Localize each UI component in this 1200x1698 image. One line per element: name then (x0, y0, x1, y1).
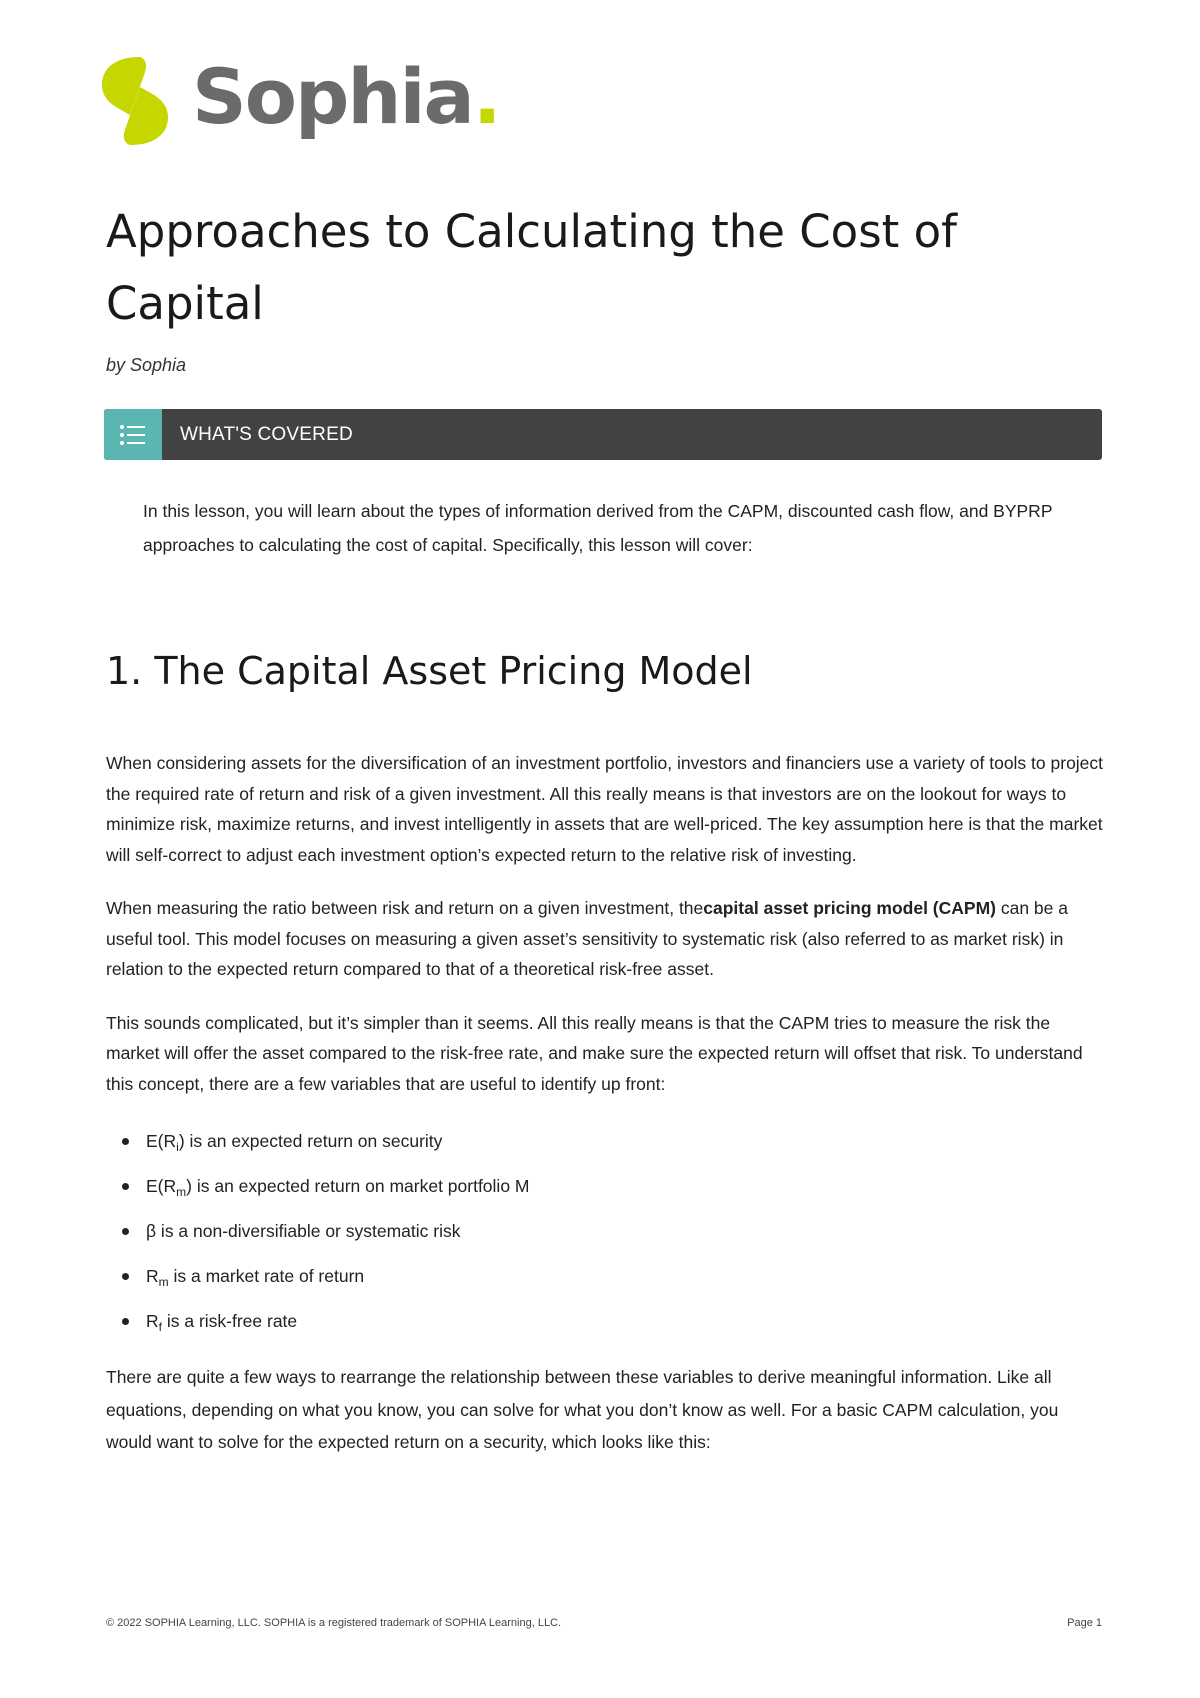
list-item: $E(R_i)$ is an expected return on security (118, 1122, 1106, 1167)
footer-copyright: © 2022 SOPHIA Learning, LLC. SOPHIA is a registered trademark of SOPHIA Learning, LLC. (106, 1617, 562, 1629)
sophia-logo (100, 52, 500, 147)
paragraph-2-before: When measuring the ratio between risk and return on a given investment, the (106, 898, 704, 918)
section-body (106, 748, 1106, 1482)
whats-covered-label: WHAT'S COVERED (180, 423, 353, 445)
sophia-s-logo-icon (100, 55, 170, 147)
brand-name: Sophia (192, 52, 473, 141)
list-item: $E(R_m)$ is an expected return on market portfolio M (118, 1167, 1106, 1212)
list-icon (104, 409, 162, 460)
byline: by Sophia (106, 355, 187, 375)
section-heading: 1. The Capital Asset Pricing Model (106, 649, 753, 693)
capm-term: capital asset pricing model (CAPM) (703, 898, 996, 918)
list-item: $R_m$ is a market rate of return (118, 1257, 1106, 1302)
list-item: β is a non-diversifiable or systematic risk (118, 1212, 1106, 1257)
paragraph-2 (106, 893, 1106, 985)
paragraph-3: This sounds complicated, but it’s simpler than it seems. All this really means is that the CAPM tries to measure the risk the market will offer the asset compared to the risk-free rate, and make sure the expected return will offset that risk. To understand this concept, there are a few variables that are useful to identify up front: (106, 1012, 1083, 1094)
paragraph-4: There are quite a few ways to rearrange the relationship between these variables to derive meaningful information. Like all equations, depending on what you know, you can solve for what you don’t know as well. For a basic CAPM calculation, you would want to solve for the expected return on a security, which looks like this: (106, 1367, 1059, 1452)
page-number: Page 1 (1067, 1617, 1102, 1629)
sophia-wordmark (192, 52, 500, 141)
list-item: $R_f$ is a risk-free rate (118, 1302, 1106, 1347)
whats-covered-header (104, 409, 1102, 460)
paragraph-1: When considering assets for the diversification of an investment portfolio, investors and financiers use a variety of tools to project the required rate of return and risk of a given investment. All this really means is that investors are on the lookout for ways to minimize risk, maximize returns, and invest intelligently in assets that are well-priced. The key assumption here is that the market will self-correct to adjust each investment option’s expected return to the relative risk of investing. (106, 753, 1104, 865)
whats-covered-text: In this lesson, you will learn about the types of information derived from the CAPM, discounted cash flow, and BYPRP approaches to calculating the cost of capital. Specifically, this lesson will cover: (143, 501, 1053, 555)
variables-list (106, 1122, 1106, 1347)
brand-dot: . (472, 52, 500, 141)
page-title: Approaches to Calculating the Cost of Capital (106, 205, 957, 330)
paragraph-2-after: can be a useful tool. This model focuses on measuring a given asset’s sensitivity to systematic risk (also referred to as market risk) in relation to the expected return compared to that of a theoretical risk-free asset. (106, 898, 1068, 979)
